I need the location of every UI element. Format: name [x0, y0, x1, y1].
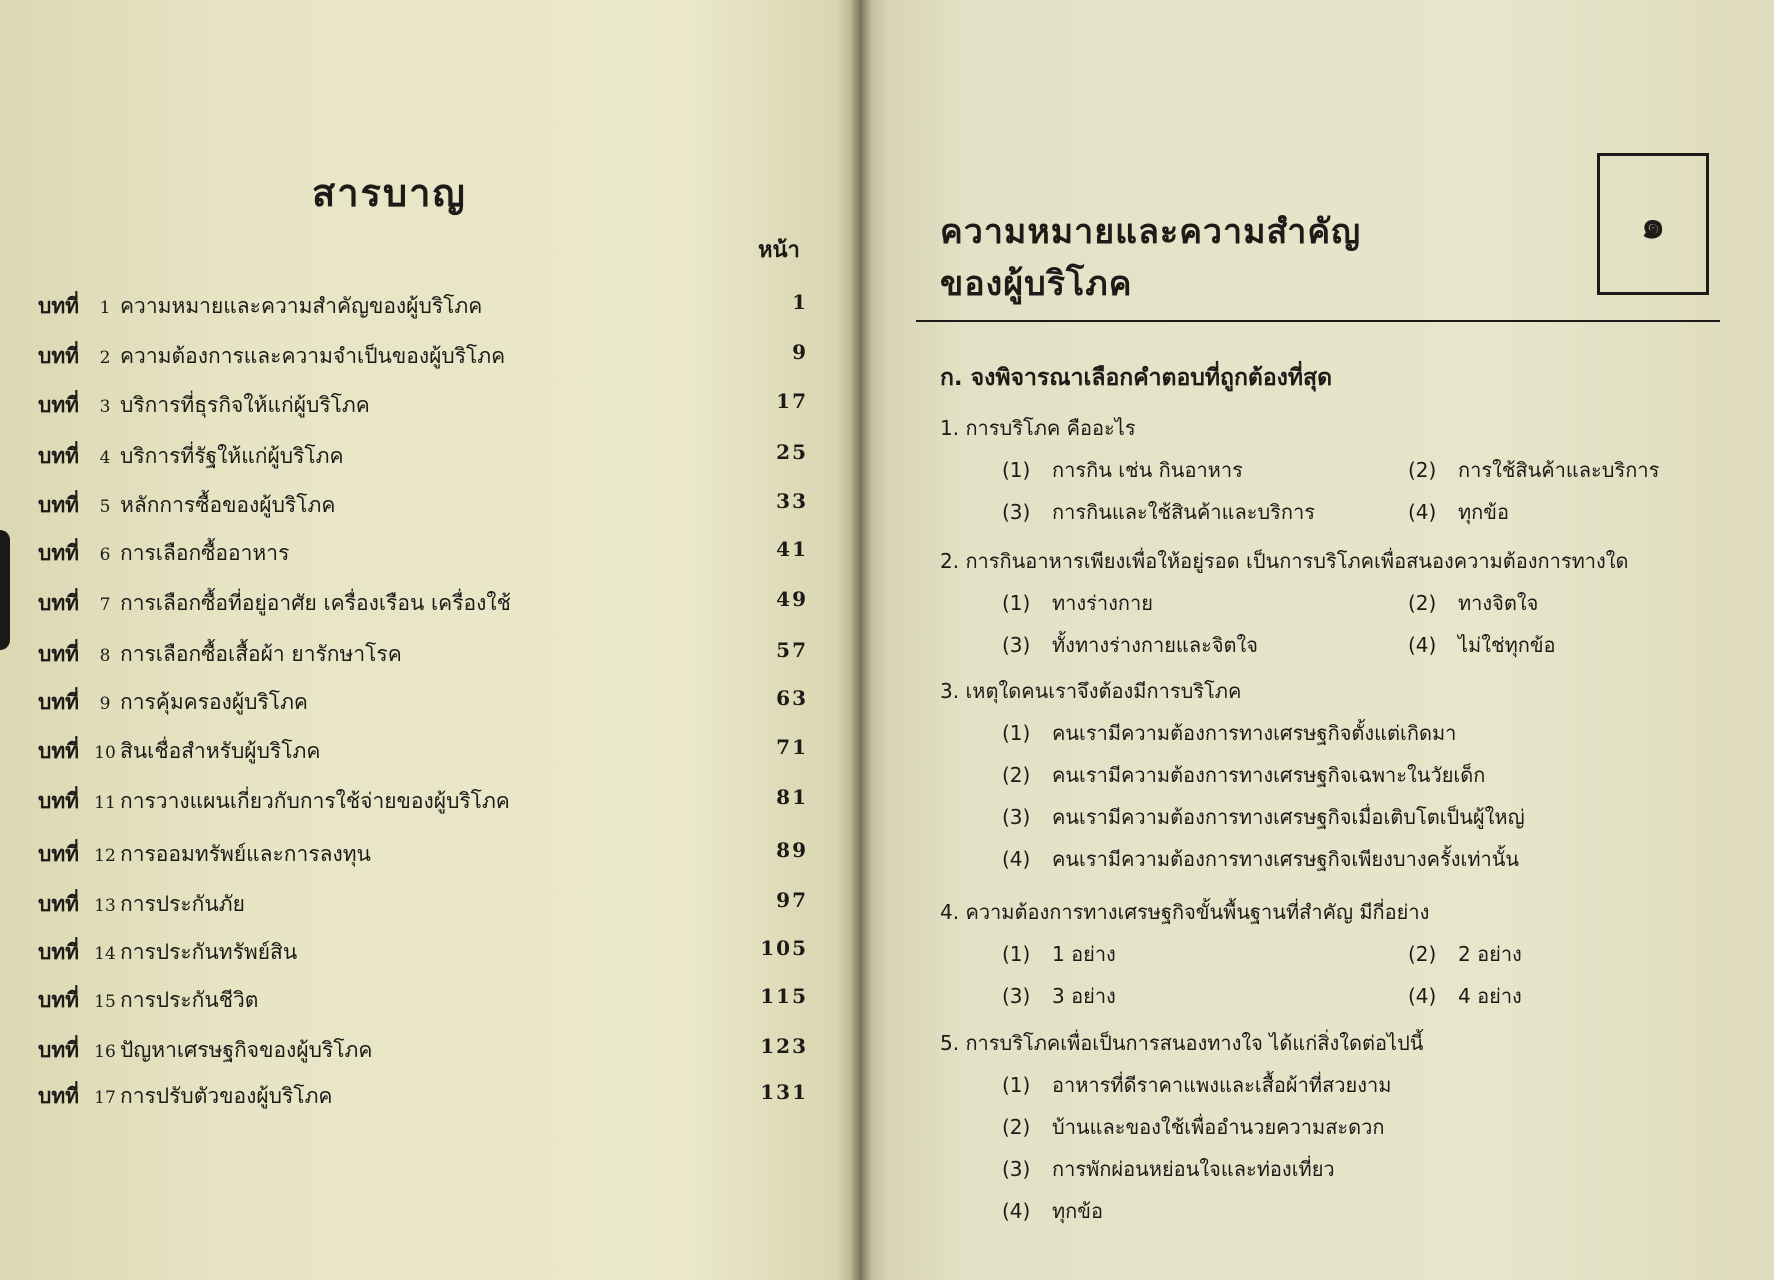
toc-chapter-number: 2	[99, 348, 111, 368]
toc-page-number: 57	[776, 638, 808, 662]
answer-option	[1002, 843, 1519, 875]
chapter-number: ๑	[1640, 202, 1666, 247]
toc-chapter-number: 10	[94, 743, 116, 763]
toc-chapter-number: 4	[99, 448, 111, 468]
question-text: 4. ความต้องการทางเศรษฐกิจขั้นพื้นฐานที่สำคัญ มีกี่อย่าง	[940, 900, 1430, 924]
answer-option	[1002, 587, 1153, 619]
answer-option	[1002, 980, 1116, 1012]
toc-page-column-header: หน้า	[758, 238, 800, 263]
option-key: (1)	[1002, 1073, 1031, 1097]
option-key: (3)	[1002, 633, 1031, 657]
book-gutter	[850, 0, 872, 1280]
toc-entry	[38, 340, 808, 376]
toc-chapter-number: 17	[94, 1088, 116, 1108]
toc-chapter-title: บริการที่รัฐให้แก่ผู้บริโภค	[120, 444, 344, 468]
toc-chapter-title: การเลือกซื้อที่อยู่อาศัย เครื่องเรือน เครื่องใช้	[120, 591, 511, 615]
toc-title: สารบาญ	[312, 171, 467, 215]
toc-chapter-title: บริการที่ธุรกิจให้แก่ผู้บริโภค	[120, 393, 370, 417]
toc-chapter-title: สินเชื่อสำหรับผู้บริโภค	[120, 739, 321, 763]
toc-chapter-number: 12	[94, 846, 116, 866]
answer-option	[1408, 587, 1538, 619]
toc-chapter-label: บทที่	[38, 1038, 80, 1062]
option-text: คนเรามีความต้องการทางเศรษฐกิจเพียงบางครั้งเท่านั้น	[1052, 847, 1520, 871]
toc-chapter-label: บทที่	[38, 541, 80, 565]
option-key: (2)	[1002, 763, 1031, 787]
option-text: การพักผ่อนหย่อนใจและท่องเที่ยว	[1052, 1157, 1335, 1181]
section-heading: ก. จงพิจารณาเลือกคำตอบที่ถูกต้องที่สุด	[940, 365, 1333, 391]
answer-option	[1002, 1153, 1335, 1185]
answer-option	[1002, 938, 1116, 970]
toc-entry	[38, 440, 808, 476]
option-text: 3 อย่าง	[1052, 984, 1116, 1008]
option-text: ทางจิตใจ	[1458, 591, 1539, 615]
toc-page-number: 41	[776, 537, 808, 561]
chapter-title	[940, 206, 1500, 310]
option-text: การกินและใช้สินค้าและบริการ	[1052, 500, 1315, 524]
toc-page-number: 49	[776, 587, 808, 611]
toc-page-number: 71	[776, 735, 808, 759]
option-key: (2)	[1408, 591, 1437, 615]
question-text: 5. การบริโภคเพื่อเป็นการสนองทางใจ ได้แก่สิ่งใดต่อไปนี้	[940, 1031, 1424, 1055]
toc-chapter-number: 9	[99, 694, 111, 714]
question-text: 3. เหตุใดคนเราจึงต้องมีการบริโภค	[940, 679, 1242, 703]
answer-option	[1002, 496, 1315, 528]
toc-chapter-title: การออมทรัพย์และการลงทุน	[120, 842, 371, 866]
option-key: (4)	[1408, 500, 1437, 524]
toc-chapter-title: การเลือกซื้อเสื้อผ้า ยารักษาโรค	[120, 642, 402, 666]
option-key: (4)	[1408, 633, 1437, 657]
toc-page-number: 97	[776, 888, 808, 912]
toc-chapter-label: บทที่	[38, 1084, 80, 1108]
answer-option	[1408, 496, 1509, 528]
toc-chapter-number: 14	[94, 944, 116, 964]
toc-entry	[38, 888, 808, 924]
option-key: (1)	[1002, 942, 1031, 966]
option-text: คนเรามีความต้องการทางเศรษฐกิจเฉพาะในวัยเด็ก	[1052, 763, 1486, 787]
toc-chapter-label: บทที่	[38, 988, 80, 1012]
answer-option	[1002, 1069, 1391, 1101]
toc-entry	[38, 1080, 808, 1116]
option-key: (3)	[1002, 805, 1031, 829]
toc-chapter-label: บทที่	[38, 444, 80, 468]
toc-chapter-title: ความต้องการและความจำเป็นของผู้บริโภค	[120, 344, 506, 368]
toc-chapter-label: บทที่	[38, 642, 80, 666]
toc-page-number: 81	[776, 785, 808, 809]
option-key: (1)	[1002, 721, 1031, 745]
option-key: (1)	[1002, 458, 1031, 482]
toc-entry	[38, 785, 808, 821]
toc-page-number: 17	[776, 389, 808, 413]
toc-page-number: 115	[760, 984, 808, 1008]
answer-option	[1002, 717, 1456, 749]
option-text: การใช้สินค้าและบริการ	[1458, 458, 1660, 482]
option-text: 4 อย่าง	[1458, 984, 1522, 1008]
option-text: ไม่ใช่ทุกข้อ	[1458, 633, 1556, 657]
question-text: 1. การบริโภค คืออะไร	[940, 416, 1136, 440]
answer-option	[1408, 454, 1659, 486]
toc-chapter-number: 5	[99, 497, 111, 517]
toc-chapter-label: บทที่	[38, 940, 80, 964]
toc-chapter-number: 11	[94, 793, 116, 813]
answer-option	[1002, 1111, 1384, 1143]
toc-chapter-title: การวางแผนเกี่ยวกับการใช้จ่ายของผู้บริโภค	[120, 789, 510, 813]
answer-option	[1408, 980, 1522, 1012]
option-text: ทางร่างกาย	[1052, 591, 1153, 615]
toc-page-number: 131	[760, 1080, 808, 1104]
toc-chapter-label: บทที่	[38, 690, 80, 714]
toc-page-number: 25	[776, 440, 808, 464]
toc-entry	[38, 389, 808, 425]
toc-chapter-title: การประกันภัย	[120, 892, 245, 916]
toc-chapter-number: 16	[94, 1042, 116, 1062]
toc-chapter-number: 15	[94, 992, 116, 1012]
toc-chapter-label: บทที่	[38, 294, 80, 318]
answer-option	[1408, 938, 1522, 970]
option-text: การกิน เช่น กินอาหาร	[1052, 458, 1243, 482]
toc-chapter-label: บทที่	[38, 892, 80, 916]
toc-chapter-title: การคุ้มครองผู้บริโภค	[120, 690, 308, 714]
toc-entry	[38, 686, 808, 722]
toc-chapter-title: การปรับตัวของผู้บริโภค	[120, 1084, 333, 1108]
toc-chapter-label: บทที่	[38, 591, 80, 615]
chapter-title-line-2: ของผู้บริโภค	[940, 264, 1133, 304]
toc-page-number: 89	[776, 838, 808, 862]
answer-option	[1002, 1195, 1103, 1227]
toc-chapter-title: การประกันทรัพย์สิน	[120, 940, 298, 964]
toc-chapter-label: บทที่	[38, 739, 80, 763]
toc-page-number: 33	[776, 489, 808, 513]
option-key: (2)	[1408, 942, 1437, 966]
option-text: ทั้งทางร่างกายและจิตใจ	[1052, 633, 1259, 657]
answer-option	[1002, 759, 1485, 791]
option-key: (2)	[1408, 458, 1437, 482]
left-page	[0, 0, 862, 1280]
option-text: ทุกข้อ	[1458, 500, 1509, 524]
option-key: (3)	[1002, 984, 1031, 1008]
toc-page-number: 123	[760, 1034, 808, 1058]
toc-chapter-label: บทที่	[38, 842, 80, 866]
answer-option	[1002, 454, 1243, 486]
answer-option	[1002, 629, 1258, 661]
answer-option	[1002, 801, 1525, 833]
toc-chapter-number: 6	[99, 545, 111, 565]
option-text: คนเรามีความต้องการทางเศรษฐกิจเมื่อเติบโตเป็นผู้ใหญ่	[1052, 805, 1525, 829]
option-text: บ้านและของใช้เพื่ออำนวยความสะดวก	[1052, 1115, 1385, 1139]
toc-chapter-title: ความหมายและความสำคัญของผู้บริโภค	[120, 294, 483, 318]
toc-entry	[38, 290, 808, 326]
toc-entry	[38, 537, 808, 573]
toc-entry	[38, 1034, 808, 1070]
toc-chapter-title: การเลือกซื้ออาหาร	[120, 541, 290, 565]
option-key: (4)	[1408, 984, 1437, 1008]
option-key: (3)	[1002, 1157, 1031, 1181]
toc-chapter-label: บทที่	[38, 789, 80, 813]
option-text: 1 อย่าง	[1052, 942, 1116, 966]
toc-entry	[38, 984, 808, 1020]
toc-chapter-label: บทที่	[38, 393, 80, 417]
question-text: 2. การกินอาหารเพียงเพื่อให้อยู่รอด เป็นการบริโภคเพื่อสนองความต้องการทางใด	[940, 549, 1629, 573]
toc-chapter-title: การประกันชีวิต	[120, 988, 259, 1012]
option-key: (1)	[1002, 591, 1031, 615]
toc-chapter-number: 7	[99, 595, 111, 615]
option-key: (4)	[1002, 847, 1031, 871]
toc-chapter-number: 8	[99, 646, 111, 666]
toc-chapter-number: 13	[94, 896, 116, 916]
toc-chapter-number: 1	[99, 298, 111, 318]
toc-entry	[38, 936, 808, 972]
option-text: 2 อย่าง	[1458, 942, 1522, 966]
toc-chapter-label: บทที่	[38, 493, 80, 517]
option-key: (3)	[1002, 500, 1031, 524]
chapter-divider	[916, 320, 1720, 322]
toc-page-number: 105	[760, 936, 808, 960]
toc-page-number: 1	[792, 290, 808, 314]
option-text: อาหารที่ดีราคาแพงและเสื้อผ้าที่สวยงาม	[1052, 1073, 1392, 1097]
binding-shadow	[0, 530, 10, 650]
chapter-title-line-1: ความหมายและความสำคัญ	[940, 212, 1362, 252]
toc-page-number: 63	[776, 686, 808, 710]
option-key: (2)	[1002, 1115, 1031, 1139]
toc-chapter-label: บทที่	[38, 344, 80, 368]
chapter-number-box	[1597, 153, 1709, 295]
option-key: (4)	[1002, 1199, 1031, 1223]
answer-option	[1408, 629, 1556, 661]
option-text: คนเรามีความต้องการทางเศรษฐกิจตั้งแต่เกิดมา	[1052, 721, 1457, 745]
toc-chapter-title: ปัญหาเศรษฐกิจของผู้บริโภค	[120, 1038, 373, 1062]
toc-page-number: 9	[792, 340, 808, 364]
toc-entry	[38, 587, 808, 623]
toc-chapter-title: หลักการซื้อของผู้บริโภค	[120, 493, 336, 517]
toc-entry	[38, 735, 808, 771]
option-text: ทุกข้อ	[1052, 1199, 1103, 1223]
toc-entry	[38, 638, 808, 674]
toc-chapter-number: 3	[99, 397, 111, 417]
toc-entry	[38, 838, 808, 874]
toc-entry	[38, 489, 808, 525]
